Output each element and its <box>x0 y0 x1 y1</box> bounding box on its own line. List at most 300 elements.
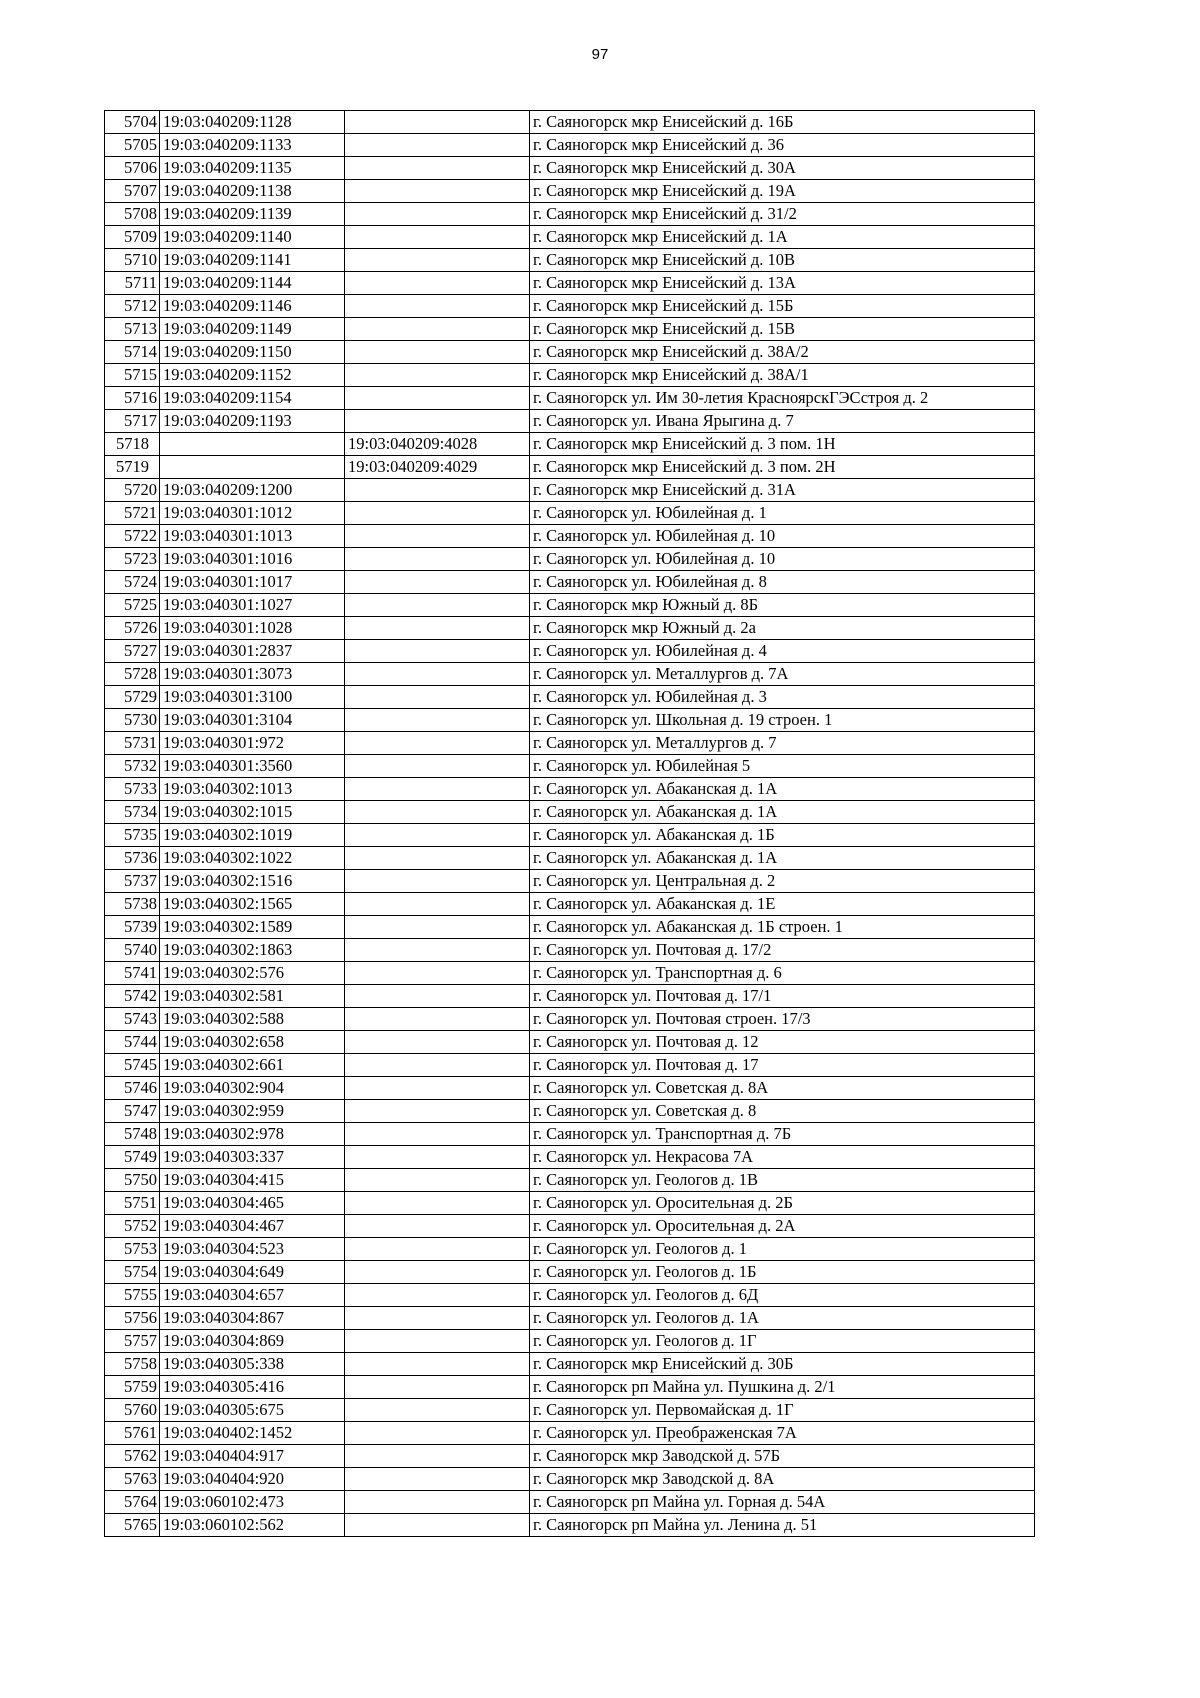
row-number-cell: 5706 <box>105 157 160 180</box>
row-number-cell: 5724 <box>105 571 160 594</box>
address-cell: г. Саяногорск мкр Заводской д. 8А <box>530 1468 1035 1491</box>
table-row <box>105 1100 1035 1123</box>
table-row <box>105 732 1035 755</box>
building-cadastral-number-cell <box>345 939 530 962</box>
land-cadastral-number-cell: 19:03:040301:3560 <box>160 755 345 778</box>
registry-table <box>104 110 1035 1537</box>
table-row <box>105 249 1035 272</box>
land-cadastral-number-cell: 19:03:040302:1019 <box>160 824 345 847</box>
row-number-cell: 5754 <box>105 1261 160 1284</box>
address-cell: г. Саяногорск ул. Юбилейная д. 8 <box>530 571 1035 594</box>
table-row <box>105 1399 1035 1422</box>
row-number-cell: 5762 <box>105 1445 160 1468</box>
page-number: 97 <box>591 46 609 63</box>
row-number-cell: 5739 <box>105 916 160 939</box>
building-cadastral-number-cell <box>345 893 530 916</box>
table-row <box>105 548 1035 571</box>
table-row <box>105 387 1035 410</box>
row-number-cell: 5725 <box>105 594 160 617</box>
building-cadastral-number-cell <box>345 1008 530 1031</box>
row-number-cell: 5763 <box>105 1468 160 1491</box>
land-cadastral-number-cell: 19:03:040302:978 <box>160 1123 345 1146</box>
address-cell: г. Саяногорск ул. Юбилейная д. 1 <box>530 502 1035 525</box>
address-cell: г. Саяногорск ул. Почтовая д. 17 <box>530 1054 1035 1077</box>
row-number-cell: 5748 <box>105 1123 160 1146</box>
land-cadastral-number-cell: 19:03:040209:1133 <box>160 134 345 157</box>
row-number-cell: 5711 <box>105 272 160 295</box>
land-cadastral-number-cell: 19:03:040209:1154 <box>160 387 345 410</box>
table-row <box>105 180 1035 203</box>
building-cadastral-number-cell <box>345 617 530 640</box>
building-cadastral-number-cell <box>345 1468 530 1491</box>
building-cadastral-number-cell <box>345 272 530 295</box>
address-cell: г. Саяногорск ул. Геологов д. 1 <box>530 1238 1035 1261</box>
building-cadastral-number-cell <box>345 1284 530 1307</box>
address-cell: г. Саяногорск мкр Енисейский д. 16Б <box>530 111 1035 134</box>
table-row <box>105 1491 1035 1514</box>
land-cadastral-number-cell: 19:03:040209:1146 <box>160 295 345 318</box>
land-cadastral-number-cell: 19:03:040209:1200 <box>160 479 345 502</box>
row-number-cell: 5709 <box>105 226 160 249</box>
table-row <box>105 456 1035 479</box>
row-number-cell: 5742 <box>105 985 160 1008</box>
address-cell: г. Саяногорск ул. Преображенская 7А <box>530 1422 1035 1445</box>
address-cell: г. Саяногорск ул. Юбилейная д. 3 <box>530 686 1035 709</box>
building-cadastral-number-cell <box>345 203 530 226</box>
address-cell: г. Саяногорск ул. Почтовая д. 12 <box>530 1031 1035 1054</box>
row-number-cell: 5735 <box>105 824 160 847</box>
table-row <box>105 295 1035 318</box>
land-cadastral-number-cell: 19:03:040209:1144 <box>160 272 345 295</box>
row-number-cell: 5731 <box>105 732 160 755</box>
row-number-cell: 5726 <box>105 617 160 640</box>
row-number-cell: 5720 <box>105 479 160 502</box>
building-cadastral-number-cell <box>345 1353 530 1376</box>
table-row <box>105 134 1035 157</box>
building-cadastral-number-cell <box>345 801 530 824</box>
building-cadastral-number-cell <box>345 1238 530 1261</box>
row-number-cell: 5752 <box>105 1215 160 1238</box>
row-number-cell: 5704 <box>105 111 160 134</box>
table-row <box>105 939 1035 962</box>
address-cell: г. Саяногорск ул. Юбилейная д. 10 <box>530 525 1035 548</box>
table-row <box>105 755 1035 778</box>
address-cell: г. Саяногорск ул. Юбилейная 5 <box>530 755 1035 778</box>
building-cadastral-number-cell <box>345 1514 530 1537</box>
building-cadastral-number-cell <box>345 663 530 686</box>
land-cadastral-number-cell: 19:03:040304:467 <box>160 1215 345 1238</box>
building-cadastral-number-cell <box>345 180 530 203</box>
address-cell: г. Саяногорск ул. Геологов д. 1В <box>530 1169 1035 1192</box>
table-row <box>105 1169 1035 1192</box>
land-cadastral-number-cell: 19:03:040209:1140 <box>160 226 345 249</box>
row-number-cell: 5727 <box>105 640 160 663</box>
table-row <box>105 1054 1035 1077</box>
land-cadastral-number-cell: 19:03:040301:1027 <box>160 594 345 617</box>
address-cell: г. Саяногорск мкр Енисейский д. 38А/1 <box>530 364 1035 387</box>
land-cadastral-number-cell: 19:03:040302:1863 <box>160 939 345 962</box>
row-number-cell: 5741 <box>105 962 160 985</box>
building-cadastral-number-cell <box>345 341 530 364</box>
row-number-cell: 5718 <box>105 433 160 456</box>
table-row <box>105 686 1035 709</box>
land-cadastral-number-cell: 19:03:040209:1141 <box>160 249 345 272</box>
table-row <box>105 203 1035 226</box>
land-cadastral-number-cell: 19:03:040404:917 <box>160 1445 345 1468</box>
building-cadastral-number-cell <box>345 985 530 1008</box>
row-number-cell: 5705 <box>105 134 160 157</box>
address-cell: г. Саяногорск ул. Абаканская д. 1А <box>530 801 1035 824</box>
land-cadastral-number-cell: 19:03:040304:649 <box>160 1261 345 1284</box>
land-cadastral-number-cell: 19:03:040302:576 <box>160 962 345 985</box>
address-cell: г. Саяногорск ул. Металлургов д. 7А <box>530 663 1035 686</box>
address-cell: г. Саяногорск ул. Юбилейная д. 10 <box>530 548 1035 571</box>
row-number-cell: 5733 <box>105 778 160 801</box>
land-cadastral-number-cell: 19:03:040302:1589 <box>160 916 345 939</box>
building-cadastral-number-cell <box>345 1169 530 1192</box>
address-cell: г. Саяногорск мкр Енисейский д. 3 пом. 2Н <box>530 456 1035 479</box>
table-row <box>105 272 1035 295</box>
address-cell: г. Саяногорск ул. Абаканская д. 1Е <box>530 893 1035 916</box>
address-cell: г. Саяногорск ул. Оросительная д. 2А <box>530 1215 1035 1238</box>
row-number-cell: 5743 <box>105 1008 160 1031</box>
land-cadastral-number-cell: 19:03:040302:661 <box>160 1054 345 1077</box>
land-cadastral-number-cell: 19:03:040209:1135 <box>160 157 345 180</box>
land-cadastral-number-cell: 19:03:040302:588 <box>160 1008 345 1031</box>
address-cell: г. Саяногорск рп Майна ул. Горная д. 54А <box>530 1491 1035 1514</box>
land-cadastral-number-cell: 19:03:040302:658 <box>160 1031 345 1054</box>
table-row <box>105 1192 1035 1215</box>
building-cadastral-number-cell <box>345 1215 530 1238</box>
address-cell: г. Саяногорск мкр Южный д. 2а <box>530 617 1035 640</box>
row-number-cell: 5736 <box>105 847 160 870</box>
address-cell: г. Саяногорск ул. Почтовая строен. 17/3 <box>530 1008 1035 1031</box>
row-number-cell: 5729 <box>105 686 160 709</box>
building-cadastral-number-cell <box>345 1422 530 1445</box>
land-cadastral-number-cell: 19:03:040209:1193 <box>160 410 345 433</box>
land-cadastral-number-cell: 19:03:040305:416 <box>160 1376 345 1399</box>
address-cell: г. Саяногорск ул. Геологов д. 1Б <box>530 1261 1035 1284</box>
address-cell: г. Саяногорск мкр Енисейский д. 13А <box>530 272 1035 295</box>
land-cadastral-number-cell: 19:03:040301:1012 <box>160 502 345 525</box>
building-cadastral-number-cell <box>345 1307 530 1330</box>
table-row <box>105 157 1035 180</box>
building-cadastral-number-cell <box>345 134 530 157</box>
land-cadastral-number-cell <box>160 456 345 479</box>
building-cadastral-number-cell: 19:03:040209:4028 <box>345 433 530 456</box>
address-cell: г. Саяногорск ул. Транспортная д. 6 <box>530 962 1035 985</box>
row-number-cell: 5713 <box>105 318 160 341</box>
table-row <box>105 525 1035 548</box>
table-row <box>105 1077 1035 1100</box>
table-row <box>105 1031 1035 1054</box>
address-cell: г. Саяногорск ул. Абаканская д. 1А <box>530 778 1035 801</box>
building-cadastral-number-cell <box>345 410 530 433</box>
address-cell: г. Саяногорск мкр Енисейский д. 36 <box>530 134 1035 157</box>
land-cadastral-number-cell: 19:03:040402:1452 <box>160 1422 345 1445</box>
land-cadastral-number-cell: 19:03:040301:3073 <box>160 663 345 686</box>
row-number-cell: 5717 <box>105 410 160 433</box>
table-row <box>105 1468 1035 1491</box>
building-cadastral-number-cell <box>345 962 530 985</box>
row-number-cell: 5714 <box>105 341 160 364</box>
table-row <box>105 870 1035 893</box>
building-cadastral-number-cell: 19:03:040209:4029 <box>345 456 530 479</box>
building-cadastral-number-cell <box>345 548 530 571</box>
land-cadastral-number-cell: 19:03:040303:337 <box>160 1146 345 1169</box>
building-cadastral-number-cell <box>345 1399 530 1422</box>
building-cadastral-number-cell <box>345 295 530 318</box>
address-cell: г. Саяногорск ул. Транспортная д. 7Б <box>530 1123 1035 1146</box>
building-cadastral-number-cell <box>345 1491 530 1514</box>
address-cell: г. Саяногорск ул. Металлургов д. 7 <box>530 732 1035 755</box>
table-row <box>105 433 1035 456</box>
land-cadastral-number-cell: 19:03:040301:1016 <box>160 548 345 571</box>
land-cadastral-number-cell: 19:03:060102:473 <box>160 1491 345 1514</box>
address-cell: г. Саяногорск мкр Енисейский д. 31/2 <box>530 203 1035 226</box>
land-cadastral-number-cell: 19:03:040302:904 <box>160 1077 345 1100</box>
row-number-cell: 5722 <box>105 525 160 548</box>
row-number-cell: 5746 <box>105 1077 160 1100</box>
table-row <box>105 111 1035 134</box>
table-row <box>105 1422 1035 1445</box>
building-cadastral-number-cell <box>345 755 530 778</box>
land-cadastral-number-cell: 19:03:040302:1022 <box>160 847 345 870</box>
registry-table-body <box>105 111 1035 1537</box>
table-row <box>105 962 1035 985</box>
land-cadastral-number-cell: 19:03:060102:562 <box>160 1514 345 1537</box>
address-cell: г. Саяногорск мкр Енисейский д. 15Б <box>530 295 1035 318</box>
land-cadastral-number-cell: 19:03:040209:1128 <box>160 111 345 134</box>
table-row <box>105 1238 1035 1261</box>
address-cell: г. Саяногорск ул. Почтовая д. 17/1 <box>530 985 1035 1008</box>
table-row <box>105 801 1035 824</box>
land-cadastral-number-cell: 19:03:040302:1015 <box>160 801 345 824</box>
table-row <box>105 778 1035 801</box>
address-cell: г. Саяногорск ул. Им 30-летия КрасноярскГЭСстроя д. 2 <box>530 387 1035 410</box>
row-number-cell: 5759 <box>105 1376 160 1399</box>
table-row <box>105 341 1035 364</box>
table-row <box>105 479 1035 502</box>
row-number-cell: 5715 <box>105 364 160 387</box>
table-row <box>105 1284 1035 1307</box>
building-cadastral-number-cell <box>345 594 530 617</box>
building-cadastral-number-cell <box>345 1077 530 1100</box>
address-cell: г. Саяногорск ул. Геологов д. 1Г <box>530 1330 1035 1353</box>
row-number-cell: 5760 <box>105 1399 160 1422</box>
table-row <box>105 571 1035 594</box>
row-number-cell: 5747 <box>105 1100 160 1123</box>
table-row <box>105 594 1035 617</box>
row-number-cell: 5764 <box>105 1491 160 1514</box>
land-cadastral-number-cell: 19:03:040209:1149 <box>160 318 345 341</box>
row-number-cell: 5707 <box>105 180 160 203</box>
table-row <box>105 410 1035 433</box>
building-cadastral-number-cell <box>345 1192 530 1215</box>
row-number-cell: 5710 <box>105 249 160 272</box>
row-number-cell: 5716 <box>105 387 160 410</box>
table-row <box>105 1514 1035 1537</box>
land-cadastral-number-cell: 19:03:040209:1138 <box>160 180 345 203</box>
land-cadastral-number-cell: 19:03:040209:1139 <box>160 203 345 226</box>
building-cadastral-number-cell <box>345 157 530 180</box>
address-cell: г. Саяногорск мкр Енисейский д. 1А <box>530 226 1035 249</box>
table-row <box>105 364 1035 387</box>
table-row <box>105 1376 1035 1399</box>
land-cadastral-number-cell: 19:03:040209:1152 <box>160 364 345 387</box>
table-row <box>105 226 1035 249</box>
land-cadastral-number-cell <box>160 433 345 456</box>
address-cell: г. Саяногорск мкр Енисейский д. 31А <box>530 479 1035 502</box>
row-number-cell: 5740 <box>105 939 160 962</box>
land-cadastral-number-cell: 19:03:040302:581 <box>160 985 345 1008</box>
row-number-cell: 5721 <box>105 502 160 525</box>
row-number-cell: 5730 <box>105 709 160 732</box>
address-cell: г. Саяногорск ул. Первомайская д. 1Г <box>530 1399 1035 1422</box>
land-cadastral-number-cell: 19:03:040302:959 <box>160 1100 345 1123</box>
building-cadastral-number-cell <box>345 686 530 709</box>
address-cell: г. Саяногорск мкр Енисейский д. 38А/2 <box>530 341 1035 364</box>
address-cell: г. Саяногорск рп Майна ул. Пушкина д. 2/1 <box>530 1376 1035 1399</box>
address-cell: г. Саяногорск ул. Советская д. 8 <box>530 1100 1035 1123</box>
row-number-cell: 5757 <box>105 1330 160 1353</box>
building-cadastral-number-cell <box>345 387 530 410</box>
building-cadastral-number-cell <box>345 502 530 525</box>
address-cell: г. Саяногорск ул. Абаканская д. 1Б строен. 1 <box>530 916 1035 939</box>
row-number-cell: 5738 <box>105 893 160 916</box>
table-row <box>105 985 1035 1008</box>
table-row <box>105 617 1035 640</box>
address-cell: г. Саяногорск ул. Школьная д. 19 строен. 1 <box>530 709 1035 732</box>
table-row <box>105 1307 1035 1330</box>
row-number-cell: 5744 <box>105 1031 160 1054</box>
row-number-cell: 5758 <box>105 1353 160 1376</box>
table-row <box>105 709 1035 732</box>
land-cadastral-number-cell: 19:03:040302:1516 <box>160 870 345 893</box>
building-cadastral-number-cell <box>345 732 530 755</box>
table-row <box>105 1330 1035 1353</box>
address-cell: г. Саяногорск ул. Оросительная д. 2Б <box>530 1192 1035 1215</box>
table-row <box>105 318 1035 341</box>
land-cadastral-number-cell: 19:03:040304:657 <box>160 1284 345 1307</box>
land-cadastral-number-cell: 19:03:040301:1017 <box>160 571 345 594</box>
building-cadastral-number-cell <box>345 824 530 847</box>
table-row <box>105 502 1035 525</box>
land-cadastral-number-cell: 19:03:040301:3104 <box>160 709 345 732</box>
address-cell: г. Саяногорск мкр Енисейский д. 30Б <box>530 1353 1035 1376</box>
address-cell: г. Саяногорск мкр Енисейский д. 30А <box>530 157 1035 180</box>
land-cadastral-number-cell: 19:03:040304:869 <box>160 1330 345 1353</box>
building-cadastral-number-cell <box>345 778 530 801</box>
table-row <box>105 893 1035 916</box>
address-cell: г. Саяногорск мкр Енисейский д. 3 пом. 1Н <box>530 433 1035 456</box>
building-cadastral-number-cell <box>345 1261 530 1284</box>
land-cadastral-number-cell: 19:03:040301:3100 <box>160 686 345 709</box>
land-cadastral-number-cell: 19:03:040301:1013 <box>160 525 345 548</box>
building-cadastral-number-cell <box>345 1445 530 1468</box>
table-row <box>105 663 1035 686</box>
table-row <box>105 824 1035 847</box>
land-cadastral-number-cell: 19:03:040302:1013 <box>160 778 345 801</box>
land-cadastral-number-cell: 19:03:040304:867 <box>160 1307 345 1330</box>
table-row <box>105 916 1035 939</box>
row-number-cell: 5723 <box>105 548 160 571</box>
land-cadastral-number-cell: 19:03:040305:675 <box>160 1399 345 1422</box>
building-cadastral-number-cell <box>345 525 530 548</box>
building-cadastral-number-cell <box>345 1031 530 1054</box>
row-number-cell: 5734 <box>105 801 160 824</box>
address-cell: г. Саяногорск ул. Геологов д. 6Д <box>530 1284 1035 1307</box>
row-number-cell: 5761 <box>105 1422 160 1445</box>
address-cell: г. Саяногорск ул. Юбилейная д. 4 <box>530 640 1035 663</box>
land-cadastral-number-cell: 19:03:040404:920 <box>160 1468 345 1491</box>
building-cadastral-number-cell <box>345 709 530 732</box>
row-number-cell: 5750 <box>105 1169 160 1192</box>
building-cadastral-number-cell <box>345 249 530 272</box>
row-number-cell: 5712 <box>105 295 160 318</box>
building-cadastral-number-cell <box>345 571 530 594</box>
table-row <box>105 1215 1035 1238</box>
table-row <box>105 1008 1035 1031</box>
table-row <box>105 640 1035 663</box>
table-row <box>105 847 1035 870</box>
address-cell: г. Саяногорск мкр Енисейский д. 15В <box>530 318 1035 341</box>
address-cell: г. Саяногорск ул. Почтовая д. 17/2 <box>530 939 1035 962</box>
row-number-cell: 5756 <box>105 1307 160 1330</box>
address-cell: г. Саяногорск ул. Абаканская д. 1Б <box>530 824 1035 847</box>
address-cell: г. Саяногорск ул. Центральная д. 2 <box>530 870 1035 893</box>
building-cadastral-number-cell <box>345 1146 530 1169</box>
row-number-cell: 5765 <box>105 1514 160 1537</box>
building-cadastral-number-cell <box>345 1123 530 1146</box>
row-number-cell: 5753 <box>105 1238 160 1261</box>
row-number-cell: 5732 <box>105 755 160 778</box>
row-number-cell: 5737 <box>105 870 160 893</box>
land-cadastral-number-cell: 19:03:040305:338 <box>160 1353 345 1376</box>
land-cadastral-number-cell: 19:03:040301:972 <box>160 732 345 755</box>
building-cadastral-number-cell <box>345 111 530 134</box>
row-number-cell: 5719 <box>105 456 160 479</box>
land-cadastral-number-cell: 19:03:040304:523 <box>160 1238 345 1261</box>
table-row <box>105 1146 1035 1169</box>
building-cadastral-number-cell <box>345 870 530 893</box>
building-cadastral-number-cell <box>345 640 530 663</box>
land-cadastral-number-cell: 19:03:040302:1565 <box>160 893 345 916</box>
table-row <box>105 1261 1035 1284</box>
land-cadastral-number-cell: 19:03:040301:2837 <box>160 640 345 663</box>
address-cell: г. Саяногорск ул. Некрасова 7А <box>530 1146 1035 1169</box>
address-cell: г. Саяногорск ул. Геологов д. 1А <box>530 1307 1035 1330</box>
building-cadastral-number-cell <box>345 1376 530 1399</box>
address-cell: г. Саяногорск ул. Абаканская д. 1А <box>530 847 1035 870</box>
land-cadastral-number-cell: 19:03:040301:1028 <box>160 617 345 640</box>
land-cadastral-number-cell: 19:03:040304:415 <box>160 1169 345 1192</box>
address-cell: г. Саяногорск мкр Заводской д. 57Б <box>530 1445 1035 1468</box>
building-cadastral-number-cell <box>345 916 530 939</box>
table-row <box>105 1123 1035 1146</box>
building-cadastral-number-cell <box>345 1054 530 1077</box>
row-number-cell: 5708 <box>105 203 160 226</box>
building-cadastral-number-cell <box>345 1100 530 1123</box>
table-row <box>105 1353 1035 1376</box>
address-cell: г. Саяногорск ул. Ивана Ярыгина д. 7 <box>530 410 1035 433</box>
row-number-cell: 5749 <box>105 1146 160 1169</box>
building-cadastral-number-cell <box>345 847 530 870</box>
building-cadastral-number-cell <box>345 1330 530 1353</box>
row-number-cell: 5745 <box>105 1054 160 1077</box>
row-number-cell: 5755 <box>105 1284 160 1307</box>
address-cell: г. Саяногорск мкр Южный д. 8Б <box>530 594 1035 617</box>
